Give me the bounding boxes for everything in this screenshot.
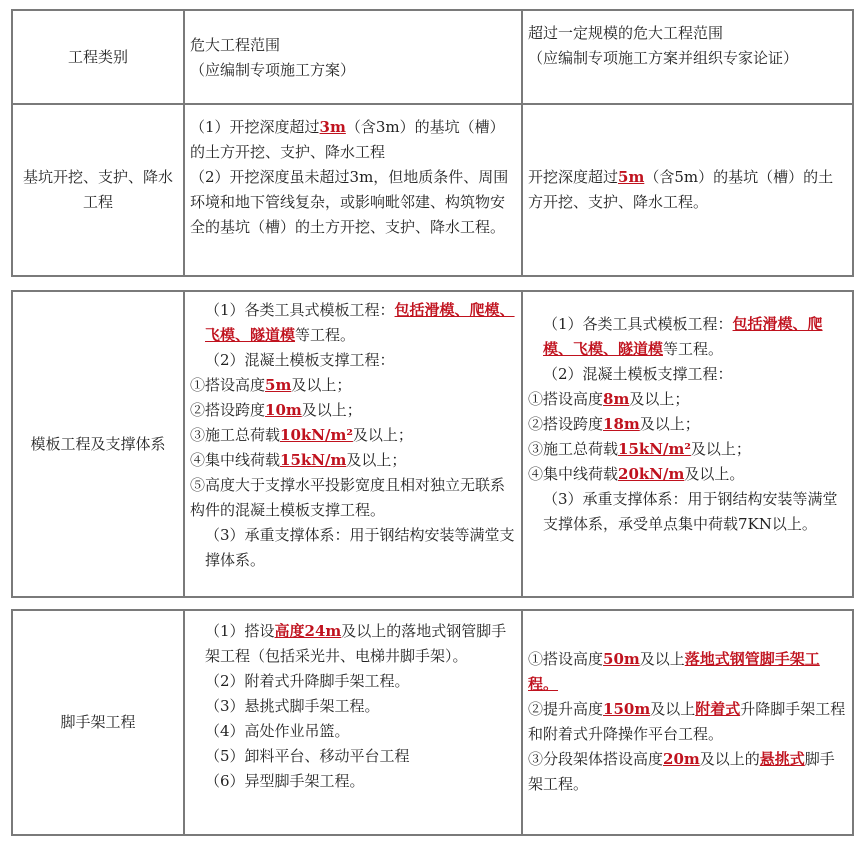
text-segment: （1）搭设: [205, 622, 275, 640]
header-scope-cell: [183, 11, 521, 103]
scaffold-scope-line: （3）悬挑式脚手架工程。: [205, 697, 380, 715]
text-segment: 及以上: [650, 700, 696, 718]
text-segment: 及以上: [639, 650, 685, 668]
formwork-large-line: [528, 437, 848, 462]
text-segment: ③施工总荷载: [190, 426, 281, 444]
text-segment: 升降脚手架工程和附着式升降操作平台工程。: [528, 700, 846, 743]
formwork-large-line: [528, 412, 848, 437]
highlight-text: 15kN/m: [280, 451, 347, 469]
highlight-text: 15kN/m²: [618, 440, 691, 458]
formwork-scope-line: ⑤高度大于支撑水平投影宽度且相对独立无联系构件的混凝土模板支撑工程。: [190, 476, 506, 519]
header-scope-note: （应编制专项施工方案）: [190, 61, 356, 79]
scaffold-large-line: [528, 647, 848, 697]
scaffold-scope-line: （4）高处作业吊篮。: [205, 722, 350, 740]
header-row: [13, 11, 852, 103]
text-segment: 及以上；: [291, 376, 352, 394]
excavation-scope-cell: [183, 105, 521, 275]
excavation-large-item: [528, 165, 848, 215]
formwork-scope-line: [190, 423, 517, 448]
text-segment: 及以上；: [629, 390, 690, 408]
formwork-scope-line: [190, 373, 517, 398]
highlight-text: 8m: [603, 390, 630, 408]
highlight-text: 150m: [603, 700, 651, 718]
scaffold-scope-cell: [183, 611, 521, 834]
text-segment: （含3m）的基坑（槽）的土方开挖、支护、降水工程: [190, 118, 505, 161]
text-segment: ②搭设跨度: [528, 415, 604, 433]
text-segment: （含5m）的基坑（槽）的土方开挖、支护、降水工程。: [528, 168, 834, 211]
formwork-large-line: （2）混凝土模板支撑工程：: [543, 365, 733, 383]
text-segment: ①搭设高度: [528, 390, 604, 408]
formwork-large-line: [528, 387, 848, 412]
highlight-text: 18m: [603, 415, 640, 433]
highlight-text: 20m: [663, 750, 700, 768]
text-segment: 等工程。: [295, 326, 356, 344]
formwork-large-cell: [521, 292, 852, 596]
table-scaffold: [11, 609, 854, 836]
scaffold-large-line: [528, 697, 848, 747]
excavation-scope-item-1: [190, 115, 517, 165]
text-segment: （1）各类工具式模板工程：: [543, 315, 733, 333]
highlight-text: 高度24m: [274, 622, 342, 640]
header-category: 工程类别: [67, 47, 128, 66]
highlight-text: 5m: [265, 376, 292, 394]
text-segment: ②搭设跨度: [190, 401, 266, 419]
table-excavation: [11, 9, 854, 277]
formwork-row: [13, 292, 852, 596]
excavation-row: [13, 103, 852, 275]
text-segment: ②提升高度: [528, 700, 604, 718]
formwork-scope-cell: [183, 292, 521, 596]
text-segment: ④集中线荷载: [190, 451, 281, 469]
highlight-text: 20kN/m: [618, 465, 685, 483]
excavation-large-cell: [521, 105, 852, 275]
scaffold-scope-line: （2）附着式升降脚手架工程。: [205, 672, 410, 690]
text-segment: 及以上；: [301, 401, 362, 419]
header-scope-title: 危大工程范围: [190, 36, 281, 54]
highlight-text: 悬挑式: [759, 750, 805, 768]
formwork-scope-line: [190, 448, 517, 473]
text-segment: ①搭设高度: [528, 650, 604, 668]
scaffold-large-cell: [521, 611, 852, 834]
text-segment: ①搭设高度: [190, 376, 266, 394]
highlight-text: 包括滑模、爬模、飞模、隧道模: [543, 315, 823, 358]
scaffold-scope-line: [190, 619, 517, 669]
scaffold-scope-line: （6）异型脚手架工程。: [205, 772, 365, 790]
highlight-text: 包括滑模、爬模、飞模、隧道模: [205, 301, 515, 344]
text-segment: 及以上；: [639, 415, 700, 433]
scaffold-scope-line: （5）卸料平台、移动平台工程: [205, 747, 410, 765]
highlight-text: 附着式: [695, 700, 741, 718]
text-segment: ④集中线荷载: [528, 465, 619, 483]
scaffold-row: [13, 611, 852, 834]
text-segment: 及以上；: [690, 440, 751, 458]
highlight-text: 10kN/m²: [280, 426, 353, 444]
formwork-large-line: [528, 312, 848, 362]
highlight-text: 10m: [265, 401, 302, 419]
text-segment: 及以上的落地式钢管脚手架工程（包括采光井、电梯井脚手架）。: [205, 622, 507, 665]
table-formwork: [11, 290, 854, 598]
formwork-category: 模板工程及支撑体系: [30, 434, 166, 453]
text-segment: 等工程。: [663, 340, 724, 358]
formwork-scope-line: （3）承重支撑体系：用于钢结构安装等满堂支撑体系。: [205, 526, 515, 569]
text-segment: 及以上。: [684, 465, 745, 483]
text-segment: （1）开挖深度超过: [190, 118, 320, 136]
formwork-scope-line: [190, 298, 517, 348]
formwork-scope-line: [190, 398, 517, 423]
scaffold-category: 脚手架工程: [60, 713, 136, 731]
text-segment: 及以上；: [352, 426, 413, 444]
highlight-text: 3m: [319, 118, 346, 136]
scaffold-category-cell: [13, 611, 183, 834]
formwork-large-line: （3）承重支撑体系：用于钢结构安装等满堂支撑体系，承受单点集中荷载7KN以上。: [543, 490, 838, 533]
excavation-category: 基坑开挖、支护、降水工程: [23, 168, 174, 211]
text-segment: 及以上；: [346, 451, 407, 469]
highlight-text: 50m: [603, 650, 640, 668]
text-segment: （1）各类工具式模板工程：: [205, 301, 395, 319]
highlight-text: 5m: [618, 168, 645, 186]
text-segment: 脚手架工程。: [528, 750, 835, 793]
highlight-text: 落地式钢管脚手架工程。: [528, 650, 820, 693]
text-segment: ③施工总荷载: [528, 440, 619, 458]
header-large-note: （应编制专项施工方案并组织专家论证）: [528, 49, 799, 67]
header-large-cell: [521, 11, 852, 103]
text-segment: 开挖深度超过: [528, 168, 619, 186]
formwork-scope-line: （2）混凝土模板支撑工程：: [205, 351, 395, 369]
scaffold-large-line: [528, 747, 848, 797]
excavation-category-cell: [13, 105, 183, 275]
excavation-scope-item-2: （2）开挖深度虽未超过3m，但地质条件、周围环境和地下管线复杂，或影响毗邻建、构筑物安全的基坑（槽）的土方开挖、支护、降水工程。: [190, 168, 509, 236]
text-segment: ③分段架体搭设高度: [528, 750, 664, 768]
text-segment: 及以上的: [699, 750, 760, 768]
header-category-cell: [13, 11, 183, 103]
formwork-category-cell: [13, 292, 183, 596]
header-large-title: 超过一定规模的危大工程范围: [528, 24, 724, 42]
formwork-large-line: [528, 462, 848, 487]
